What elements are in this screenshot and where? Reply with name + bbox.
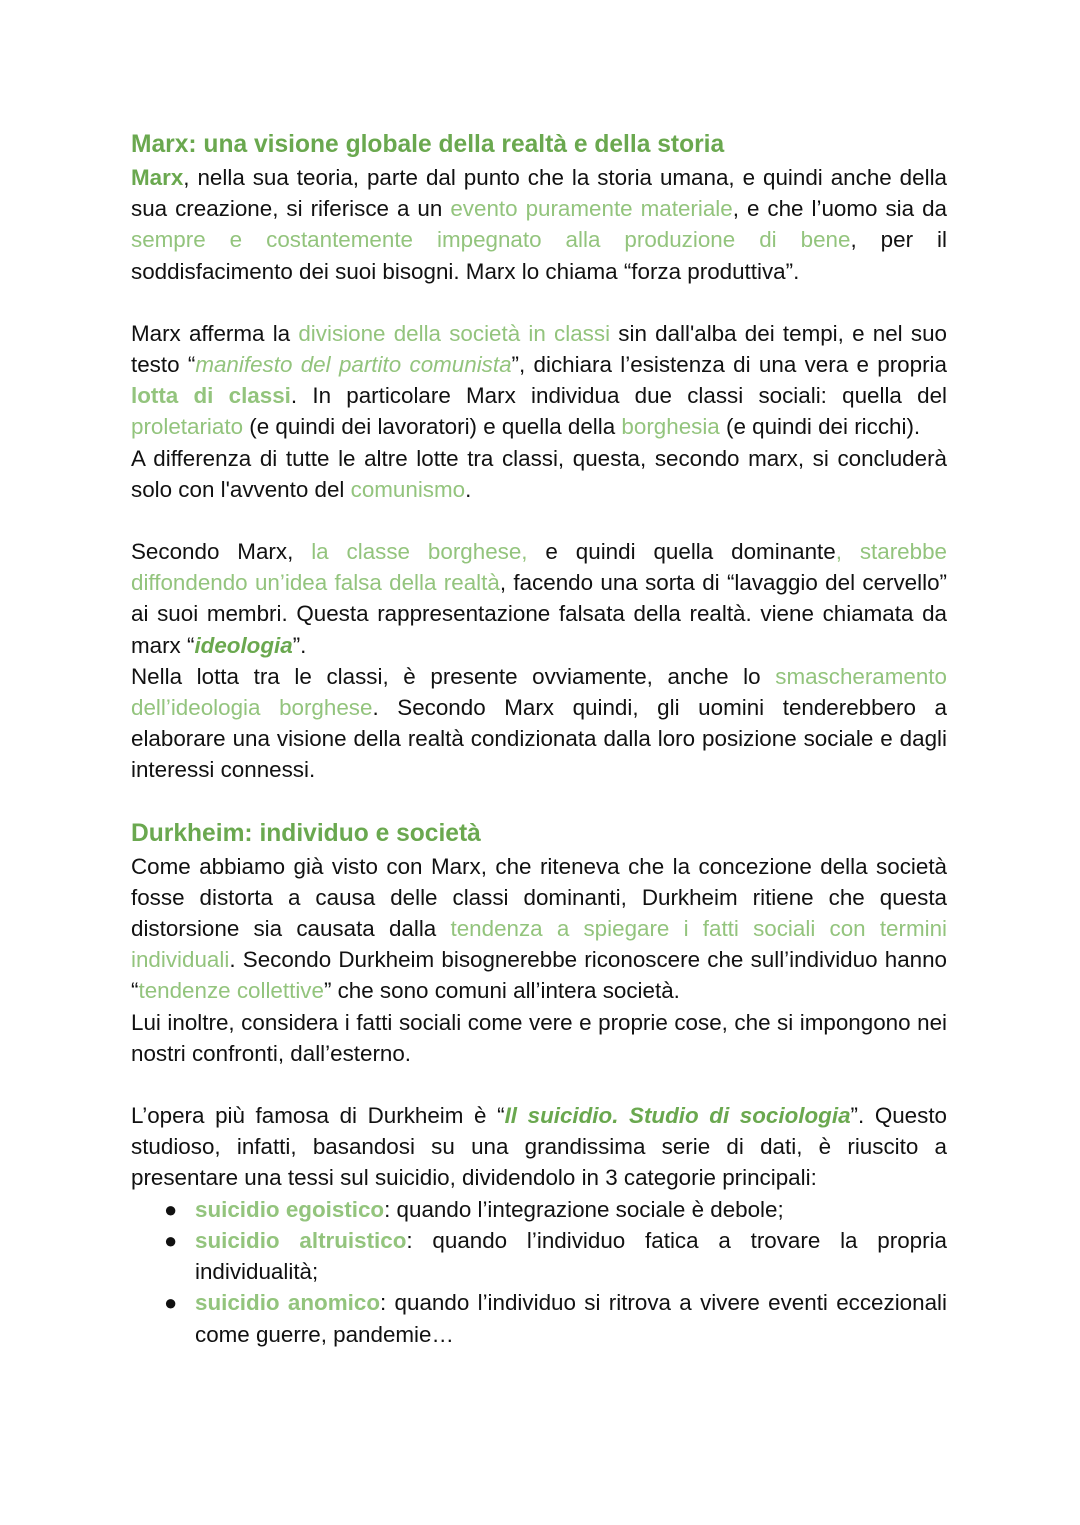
highlight-marx: Marx [131, 165, 184, 190]
highlight-lotta-classi: lotta di classi [131, 383, 291, 409]
document-page [131, 128, 947, 1350]
marx-paragraph-3: A differenza di tutte le altre lotte tra classi, questa, secondo marx, si concluderà solo con l'avvento del comunismo. [131, 445, 947, 502]
suicide-categories-list [131, 1194, 947, 1350]
marx-heading: Marx: una visione globale della realtà e della storia [131, 131, 725, 158]
bullet-term: suicidio altruistico [195, 1227, 407, 1253]
marx-paragraph-4: Secondo Marx, la classe borghese, e quindi quella dominante, starebbe diffondendo un’idea falsa della realtà, facendo una sorta di “lavaggio del cervello” ai suoi membri. Questa rappresentazione falsata della realtà. viene chiamata da marx “ideologia”. [131, 539, 947, 658]
highlight-divisione-classi: divisione della società in classi [298, 320, 611, 346]
durkheim-paragraph-1: Come abbiamo già visto con Marx, che riteneva che la concezione della società fosse distorta a causa delle classi dominanti, Durkheim ritiene che questa distorsione sia causata dalla tendenza a spiegare i fatti sociali con termini individuali. Secondo Durkheim bisognerebbe riconoscere che sull’individuo hanno “tendenze collettive” che sono comuni all’intera società. [131, 853, 948, 1004]
durkheim-paragraph-3: L’opera più famosa di Durkheim è “Il suicidio. Studio di sociologia”. Questo studioso, infatti, basandosi su una grandissima serie di dati, è riuscito a presentare una tessi sul suicidio, dividendolo in 3 categorie principali: [131, 1103, 948, 1191]
bullet-term: suicidio anomico [195, 1290, 380, 1316]
highlight-ideologia: ideologia [194, 632, 293, 658]
highlight-smascheramento: smascheramento dell’ideologia borghese [131, 663, 947, 721]
highlight-produzione-bene: sempre e costantemente impegnato alla produzione di bene [131, 227, 851, 253]
list-item: ● suicidio anomico: quando l’individuo si ritrova a vivere eventi eccezionali come guerre, pandemie… [195, 1287, 947, 1349]
highlight-manifesto: manifesto del partito comunista [195, 352, 512, 378]
durkheim-paragraph-2: Lui inoltre, considera i fatti sociali come vere e proprie cose, che si impongono nei nostri confronti, dall’esterno. [131, 1009, 947, 1066]
list-item: ● suicidio altruistico: quando l’individuo fatica a trovare la propria individualità; [195, 1225, 947, 1287]
highlight-proletariato: proletariato [131, 414, 244, 440]
highlight-tendenza: tendenza a spiegare i fatti sociali con termini individuali [131, 916, 948, 973]
highlight-comunismo: comunismo [350, 476, 466, 502]
bullet-icon: ● [164, 1227, 178, 1253]
bullet-term: suicidio egoistico [195, 1196, 385, 1222]
highlight-evento-materiale: evento puramente materiale [450, 196, 733, 222]
marx-paragraph-5: Nella lotta tra le classi, è presente ovviamente, anche lo smascheramento dell’ideologia borghese. Secondo Marx quindi, gli uomini tenderebbero a elaborare una visione della realtà condizionata dalla loro posizione sociale e dagli interessi connessi. [131, 663, 947, 783]
highlight-classe-borghese: la classe borghese, [311, 539, 528, 565]
marx-paragraph-1: Marx, nella sua teoria, parte dal punto che la storia umana, e quindi anche della sua creazione, si riferisce a un evento puramente materiale, e che l’uomo sia da sempre e costantemente impegnato alla produzione di bene, per il soddisfacimento dei suoi bisogni. Marx lo chiama “forza produttiva”. [131, 165, 947, 284]
marx-paragraph-2: Marx afferma la divisione della società in classi sin dall'alba dei tempi, e nel suo testo “manifesto del partito comunista”, dichiara l’esistenza di una vera e propria lotta di classi. In particolare Marx individua due classi sociali: quella del proletariato (e quindi dei lavoratori) e quella della borghesia (e quindi dei ricchi). [131, 320, 947, 440]
highlight-idea-falsa: , starebbe diffondendo un’idea falsa della realtà [131, 539, 947, 596]
list-item: ● suicidio egoistico: quando l’integrazione sociale è debole; [195, 1194, 947, 1225]
highlight-borghesia: borghesia [621, 414, 720, 440]
highlight-tendenze-collettive: tendenze collettive [138, 978, 324, 1004]
durkheim-heading: Durkheim: individuo e società [131, 819, 481, 847]
highlight-il-suicidio: Il suicidio. Studio di sociologia [504, 1103, 851, 1129]
bullet-icon: ● [164, 1196, 178, 1222]
bullet-icon: ● [164, 1290, 178, 1316]
